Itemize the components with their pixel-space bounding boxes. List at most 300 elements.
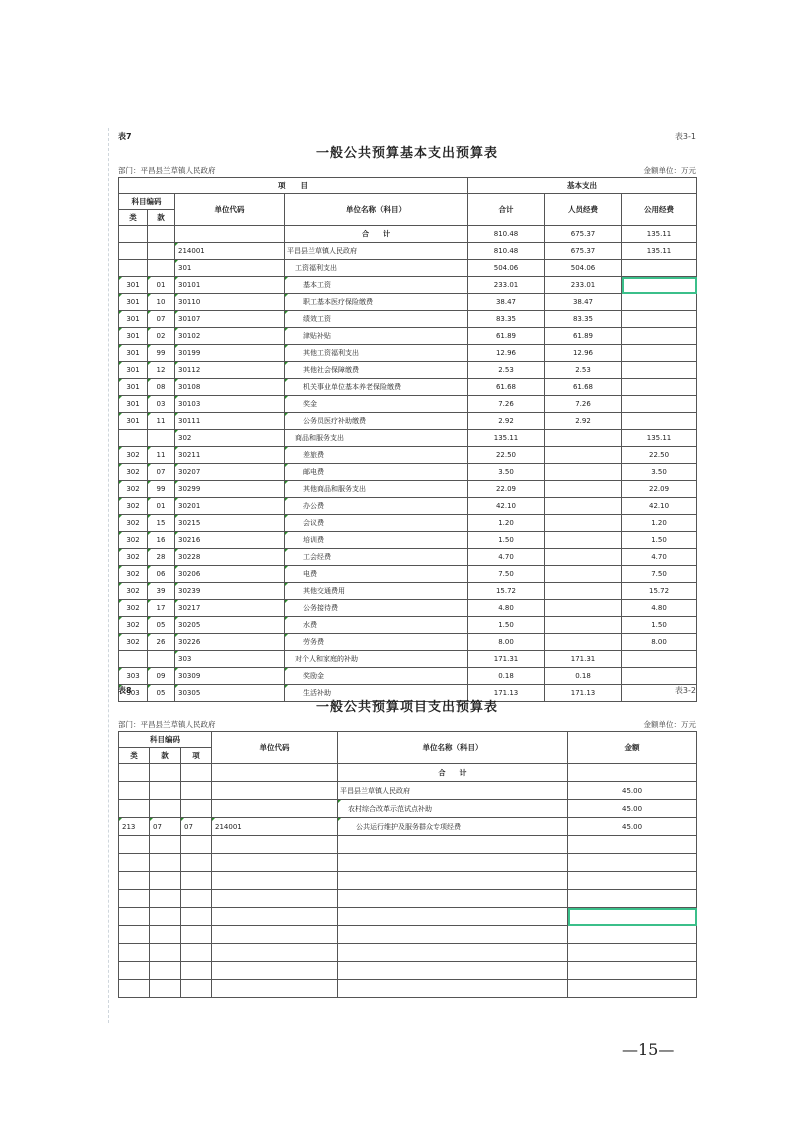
cell-total[interactable]: 4.70 <box>468 549 545 566</box>
cell-total[interactable]: 15.72 <box>468 583 545 600</box>
cell-lei[interactable]: 302 <box>119 515 148 532</box>
cell-unit-code[interactable] <box>212 890 338 908</box>
cell-kuan[interactable]: 02 <box>148 328 175 345</box>
cell-amount[interactable] <box>568 854 697 872</box>
cell-xiang[interactable] <box>181 782 212 800</box>
cell-unit-name[interactable]: 农村综合改革示范试点补助 <box>338 800 568 818</box>
cell-total[interactable]: 2.53 <box>468 362 545 379</box>
table-row <box>119 311 697 328</box>
cell-unit-code[interactable]: 301 <box>175 260 285 277</box>
cell-unit-code[interactable]: 30215 <box>175 515 285 532</box>
cell-amount[interactable] <box>568 872 697 890</box>
cell-unit-name[interactable] <box>338 926 568 944</box>
cell-kuan[interactable]: 01 <box>148 277 175 294</box>
cell-lei[interactable]: 303 <box>119 668 148 685</box>
cell-public[interactable] <box>622 345 697 362</box>
cell-lei[interactable] <box>119 890 150 908</box>
cell-unit-code[interactable]: 30206 <box>175 566 285 583</box>
cell-public[interactable]: 1.50 <box>622 617 697 634</box>
table8-department: 部门：平昌县兰草镇人民政府 <box>118 720 216 729</box>
cell-lei[interactable] <box>119 243 148 260</box>
cell-lei[interactable]: 301 <box>119 379 148 396</box>
cell-xiang[interactable] <box>181 944 212 962</box>
cell-unit-code[interactable]: 30102 <box>175 328 285 345</box>
cell-unit-code[interactable]: 30228 <box>175 549 285 566</box>
cell-personnel[interactable]: 233.01 <box>545 277 622 294</box>
cell-personnel[interactable]: 504.06 <box>545 260 622 277</box>
cell-kuan[interactable]: 15 <box>148 515 175 532</box>
cell-unit-code[interactable]: 30305 <box>175 685 285 702</box>
table-row <box>119 872 697 890</box>
cell-unit-name[interactable]: 劳务费 <box>285 634 468 651</box>
table-row <box>119 345 697 362</box>
cell-kuan[interactable]: 39 <box>148 583 175 600</box>
cell-kuan[interactable]: 08 <box>148 379 175 396</box>
cell-unit-code[interactable]: 30299 <box>175 481 285 498</box>
cell-unit-name[interactable]: 会议费 <box>285 515 468 532</box>
cell-kuan[interactable]: 99 <box>148 345 175 362</box>
cell-xiang[interactable] <box>181 980 212 998</box>
cell-unit-name[interactable]: 公共运行维护及服务群众专项经费 <box>338 818 568 836</box>
cell-kuan[interactable]: 16 <box>148 532 175 549</box>
cell-total[interactable]: 171.31 <box>468 651 545 668</box>
cell-public[interactable]: 1.20 <box>622 515 697 532</box>
cell-personnel[interactable]: 83.35 <box>545 311 622 328</box>
cell-personnel[interactable] <box>545 498 622 515</box>
cell-lei[interactable] <box>119 800 150 818</box>
cell-personnel[interactable]: 61.89 <box>545 328 622 345</box>
cell-total[interactable]: 8.00 <box>468 634 545 651</box>
cell-personnel[interactable] <box>545 566 622 583</box>
cell-lei[interactable] <box>119 782 150 800</box>
cell-total[interactable]: 38.47 <box>468 294 545 311</box>
table-row <box>119 328 697 345</box>
cell-unit-name[interactable]: 公务接待费 <box>285 600 468 617</box>
cell-unit-name[interactable]: 生活补助 <box>285 685 468 702</box>
cell-total[interactable]: 233.01 <box>468 277 545 294</box>
cell-lei[interactable] <box>119 962 150 980</box>
cell-unit-code[interactable] <box>212 944 338 962</box>
cell-unit-name[interactable]: 津贴补贴 <box>285 328 468 345</box>
header-total: 合计 <box>468 194 545 226</box>
cell-public[interactable] <box>622 328 697 345</box>
cell-xiang[interactable] <box>181 800 212 818</box>
cell-lei[interactable] <box>119 926 150 944</box>
cell-kuan[interactable]: 01 <box>148 498 175 515</box>
cell-personnel[interactable] <box>545 532 622 549</box>
cell-unit-name[interactable]: 其他交通费用 <box>285 583 468 600</box>
cell-kuan[interactable] <box>150 890 181 908</box>
cell-unit-name[interactable]: 平昌县兰草镇人民政府 <box>338 782 568 800</box>
cell-amount[interactable] <box>568 962 697 980</box>
cell-unit-name[interactable]: 公务员医疗补助缴费 <box>285 413 468 430</box>
cell-public[interactable]: 42.10 <box>622 498 697 515</box>
cell-kuan[interactable] <box>148 260 175 277</box>
cell-total[interactable]: 61.68 <box>468 379 545 396</box>
table-row <box>119 634 697 651</box>
cell-kuan[interactable] <box>150 908 181 926</box>
cell-lei[interactable] <box>119 980 150 998</box>
cell-unit-name[interactable]: 合 计 <box>285 226 468 243</box>
cell-amount[interactable]: 45.00 <box>568 800 697 818</box>
cell-unit-name[interactable]: 水费 <box>285 617 468 634</box>
cell-kuan[interactable] <box>150 836 181 854</box>
cell-lei[interactable] <box>119 651 148 668</box>
cell-kuan[interactable] <box>148 430 175 447</box>
cell-amount[interactable]: 45.00 <box>568 818 697 836</box>
cell-total[interactable]: 7.50 <box>468 566 545 583</box>
cell-public[interactable] <box>622 379 697 396</box>
cell-personnel[interactable]: 61.68 <box>545 379 622 396</box>
cell-kuan[interactable]: 07 <box>148 311 175 328</box>
cell-public[interactable] <box>622 260 697 277</box>
cell-lei[interactable]: 303 <box>119 685 148 702</box>
cell-personnel[interactable] <box>545 617 622 634</box>
cell-unit-code[interactable]: 30199 <box>175 345 285 362</box>
cell-public[interactable]: 22.09 <box>622 481 697 498</box>
cell-xiang[interactable] <box>181 908 212 926</box>
table-row <box>119 962 697 980</box>
cell-kuan[interactable] <box>150 872 181 890</box>
cell-unit-name[interactable]: 奖励金 <box>285 668 468 685</box>
cell-lei[interactable] <box>119 908 150 926</box>
cell-lei[interactable]: 302 <box>119 617 148 634</box>
cell-lei[interactable]: 302 <box>119 481 148 498</box>
cell-unit-code[interactable]: 30239 <box>175 583 285 600</box>
cell-unit-name[interactable] <box>338 944 568 962</box>
cell-unit-name[interactable]: 平昌县兰草镇人民政府 <box>285 243 468 260</box>
table-row <box>119 430 697 447</box>
cell-amount[interactable] <box>568 890 697 908</box>
cell-total[interactable]: 22.50 <box>468 447 545 464</box>
cell-unit-code[interactable] <box>212 782 338 800</box>
cell-public[interactable]: 7.50 <box>622 566 697 583</box>
table-row <box>119 481 697 498</box>
cell-total[interactable]: 83.35 <box>468 311 545 328</box>
cell-lei[interactable] <box>119 944 150 962</box>
table8 <box>118 731 697 998</box>
cell-unit-name[interactable] <box>338 962 568 980</box>
cell-public[interactable] <box>622 311 697 328</box>
cell-kuan[interactable] <box>150 980 181 998</box>
cell-kuan[interactable]: 10 <box>148 294 175 311</box>
cell-personnel[interactable] <box>545 583 622 600</box>
cell-personnel[interactable] <box>545 600 622 617</box>
table-row <box>119 818 697 836</box>
cell-kuan[interactable] <box>150 800 181 818</box>
header-xiang: 项 <box>181 748 212 764</box>
cell-unit-code[interactable] <box>212 872 338 890</box>
cell-unit-name[interactable]: 其他商品和服务支出 <box>285 481 468 498</box>
cell-unit-name[interactable]: 办公费 <box>285 498 468 515</box>
cell-lei[interactable]: 302 <box>119 549 148 566</box>
cell-unit-code[interactable]: 30226 <box>175 634 285 651</box>
cell-lei[interactable]: 301 <box>119 396 148 413</box>
cell-unit-code[interactable]: 30111 <box>175 413 285 430</box>
cell-xiang[interactable] <box>181 926 212 944</box>
cell-unit-name[interactable]: 机关事业单位基本养老保险缴费 <box>285 379 468 396</box>
table-row <box>119 651 697 668</box>
cell-unit-name[interactable]: 培训费 <box>285 532 468 549</box>
table-row <box>119 944 697 962</box>
cell-xiang[interactable] <box>181 836 212 854</box>
cell-unit-code[interactable]: 30309 <box>175 668 285 685</box>
cell-unit-code[interactable] <box>212 836 338 854</box>
cell-unit-name[interactable] <box>338 890 568 908</box>
cell-lei[interactable]: 302 <box>119 566 148 583</box>
cell-unit-code[interactable] <box>212 854 338 872</box>
cell-kuan[interactable]: 17 <box>148 600 175 617</box>
cell-public[interactable]: 135.11 <box>622 226 697 243</box>
table-row <box>119 980 697 998</box>
cell-unit-code[interactable]: 30211 <box>175 447 285 464</box>
cell-total[interactable]: 1.20 <box>468 515 545 532</box>
cell-unit-name[interactable] <box>338 908 568 926</box>
cell-unit-code[interactable]: 214001 <box>212 818 338 836</box>
cell-public[interactable] <box>622 413 697 430</box>
cell-unit-code[interactable]: 30108 <box>175 379 285 396</box>
cell-public[interactable]: 1.50 <box>622 532 697 549</box>
cell-lei[interactable]: 302 <box>119 498 148 515</box>
cell-public[interactable]: 3.50 <box>622 464 697 481</box>
cell-total[interactable]: 1.50 <box>468 532 545 549</box>
cell-public[interactable]: 4.70 <box>622 549 697 566</box>
cell-kuan[interactable] <box>150 782 181 800</box>
cell-unit-name[interactable] <box>338 836 568 854</box>
cell-lei[interactable] <box>119 430 148 447</box>
cell-personnel[interactable]: 171.13 <box>545 685 622 702</box>
table7-ref: 表3-1 <box>674 132 696 141</box>
cell-unit-code[interactable]: 30201 <box>175 498 285 515</box>
cell-unit-code[interactable] <box>212 908 338 926</box>
cell-personnel[interactable]: 12.96 <box>545 345 622 362</box>
table-row <box>119 260 697 277</box>
header-personnel: 人员经费 <box>545 194 622 226</box>
cell-unit-name[interactable]: 职工基本医疗保险缴费 <box>285 294 468 311</box>
cell-public[interactable] <box>622 668 697 685</box>
cell-unit-code[interactable] <box>212 980 338 998</box>
cell-unit-code[interactable]: 302 <box>175 430 285 447</box>
cell-kuan[interactable] <box>150 854 181 872</box>
cell-unit-code[interactable] <box>212 926 338 944</box>
cell-unit-name[interactable] <box>338 980 568 998</box>
cell-unit-name[interactable]: 其他社会保障缴费 <box>285 362 468 379</box>
cell-amount[interactable] <box>568 908 697 926</box>
cell-xiang[interactable] <box>181 764 212 782</box>
cell-kuan[interactable]: 11 <box>148 447 175 464</box>
cell-unit-name[interactable]: 邮电费 <box>285 464 468 481</box>
table-row <box>119 515 697 532</box>
cell-personnel[interactable] <box>545 549 622 566</box>
cell-total[interactable]: 42.10 <box>468 498 545 515</box>
cell-xiang[interactable] <box>181 872 212 890</box>
cell-xiang[interactable] <box>181 890 212 908</box>
cell-xiang[interactable] <box>181 962 212 980</box>
cell-kuan[interactable]: 11 <box>148 413 175 430</box>
cell-lei[interactable] <box>119 260 148 277</box>
cell-kuan[interactable]: 05 <box>148 685 175 702</box>
cell-unit-code[interactable]: 30217 <box>175 600 285 617</box>
table8-unit: 金额单位：万元 <box>643 720 696 729</box>
cell-lei[interactable]: 302 <box>119 532 148 549</box>
cell-unit-code[interactable]: 30112 <box>175 362 285 379</box>
table-row <box>119 566 697 583</box>
cell-kuan[interactable] <box>150 764 181 782</box>
cell-lei[interactable]: 302 <box>119 634 148 651</box>
cell-personnel[interactable] <box>545 634 622 651</box>
cell-lei[interactable]: 213 <box>119 818 150 836</box>
cell-unit-code[interactable]: 30216 <box>175 532 285 549</box>
header-lei: 类 <box>119 210 148 226</box>
cell-kuan[interactable] <box>148 651 175 668</box>
cell-kuan[interactable] <box>150 926 181 944</box>
cell-public[interactable] <box>622 651 697 668</box>
cell-public[interactable]: 22.50 <box>622 447 697 464</box>
cell-unit-code[interactable]: 214001 <box>175 243 285 260</box>
cell-total[interactable]: 171.13 <box>468 685 545 702</box>
cell-unit-name[interactable]: 合 计 <box>338 764 568 782</box>
cell-lei[interactable]: 301 <box>119 311 148 328</box>
cell-lei[interactable]: 302 <box>119 447 148 464</box>
cell-lei[interactable]: 301 <box>119 294 148 311</box>
cell-kuan[interactable]: 28 <box>148 549 175 566</box>
cell-lei[interactable] <box>119 836 150 854</box>
cell-public[interactable]: 4.80 <box>622 600 697 617</box>
cell-unit-name[interactable]: 电费 <box>285 566 468 583</box>
cell-unit-code[interactable]: 303 <box>175 651 285 668</box>
cell-personnel[interactable] <box>545 515 622 532</box>
cell-lei[interactable] <box>119 226 148 243</box>
cell-public[interactable] <box>622 294 697 311</box>
cell-amount[interactable] <box>568 836 697 854</box>
cell-amount[interactable] <box>568 926 697 944</box>
cell-public[interactable] <box>622 277 697 294</box>
cell-total[interactable]: 2.92 <box>468 413 545 430</box>
cell-kuan[interactable]: 07 <box>148 464 175 481</box>
cell-unit-name[interactable]: 其他工资福利支出 <box>285 345 468 362</box>
cell-personnel[interactable]: 675.37 <box>545 243 622 260</box>
cell-kuan[interactable] <box>150 962 181 980</box>
cell-personnel[interactable] <box>545 447 622 464</box>
cell-unit-name[interactable]: 绩效工资 <box>285 311 468 328</box>
cell-lei[interactable] <box>119 764 150 782</box>
cell-unit-name[interactable]: 商品和服务支出 <box>285 430 468 447</box>
cell-kuan[interactable] <box>150 944 181 962</box>
cell-lei[interactable]: 301 <box>119 362 148 379</box>
table7-department: 部门：平昌县兰草镇人民政府 <box>118 166 216 175</box>
cell-amount[interactable] <box>568 764 697 782</box>
cell-total[interactable]: 22.09 <box>468 481 545 498</box>
cell-kuan[interactable]: 06 <box>148 566 175 583</box>
cell-unit-code[interactable]: 30107 <box>175 311 285 328</box>
cell-xiang[interactable] <box>181 854 212 872</box>
cell-total[interactable]: 810.48 <box>468 226 545 243</box>
cell-unit-name[interactable]: 差旅费 <box>285 447 468 464</box>
cell-kuan[interactable]: 99 <box>148 481 175 498</box>
cell-personnel[interactable]: 0.18 <box>545 668 622 685</box>
cell-unit-code[interactable]: 30101 <box>175 277 285 294</box>
cell-unit-code[interactable]: 30207 <box>175 464 285 481</box>
cell-unit-name[interactable] <box>338 854 568 872</box>
cell-kuan[interactable]: 05 <box>148 617 175 634</box>
cell-personnel[interactable]: 2.53 <box>545 362 622 379</box>
cell-lei[interactable]: 302 <box>119 600 148 617</box>
cell-kuan[interactable]: 26 <box>148 634 175 651</box>
cell-personnel[interactable]: 2.92 <box>545 413 622 430</box>
cell-total[interactable]: 4.80 <box>468 600 545 617</box>
cell-kuan[interactable]: 03 <box>148 396 175 413</box>
cell-kuan[interactable]: 09 <box>148 668 175 685</box>
cell-lei[interactable]: 301 <box>119 277 148 294</box>
cell-lei[interactable]: 301 <box>119 413 148 430</box>
cell-public[interactable]: 135.11 <box>622 430 697 447</box>
cell-total[interactable]: 810.48 <box>468 243 545 260</box>
cell-total[interactable]: 0.18 <box>468 668 545 685</box>
cell-lei[interactable] <box>119 872 150 890</box>
cell-personnel[interactable] <box>545 430 622 447</box>
cell-personnel[interactable] <box>545 464 622 481</box>
cell-public[interactable] <box>622 396 697 413</box>
cell-lei[interactable] <box>119 854 150 872</box>
cell-total[interactable]: 12.96 <box>468 345 545 362</box>
cell-total[interactable]: 135.11 <box>468 430 545 447</box>
cell-total[interactable]: 7.26 <box>468 396 545 413</box>
cell-unit-code[interactable] <box>212 800 338 818</box>
cell-unit-name[interactable]: 对个人和家庭的补助 <box>285 651 468 668</box>
cell-total[interactable]: 61.89 <box>468 328 545 345</box>
cell-amount[interactable] <box>568 980 697 998</box>
cell-public[interactable]: 135.11 <box>622 243 697 260</box>
cell-amount[interactable]: 45.00 <box>568 782 697 800</box>
cell-unit-code[interactable] <box>175 226 285 243</box>
cell-unit-name[interactable]: 基本工资 <box>285 277 468 294</box>
cell-lei[interactable]: 301 <box>119 345 148 362</box>
cell-personnel[interactable]: 38.47 <box>545 294 622 311</box>
cell-personnel[interactable] <box>545 481 622 498</box>
cell-xiang[interactable]: 07 <box>181 818 212 836</box>
cell-personnel[interactable]: 171.31 <box>545 651 622 668</box>
cell-personnel[interactable]: 7.26 <box>545 396 622 413</box>
cell-total[interactable]: 3.50 <box>468 464 545 481</box>
cell-amount[interactable] <box>568 944 697 962</box>
cell-unit-name[interactable]: 工会经费 <box>285 549 468 566</box>
cell-public[interactable]: 15.72 <box>622 583 697 600</box>
cell-lei[interactable]: 302 <box>119 464 148 481</box>
cell-public[interactable] <box>622 362 697 379</box>
cell-unit-code[interactable]: 30205 <box>175 617 285 634</box>
cell-total[interactable]: 1.50 <box>468 617 545 634</box>
table-row <box>119 782 697 800</box>
cell-kuan[interactable] <box>148 243 175 260</box>
cell-public[interactable]: 8.00 <box>622 634 697 651</box>
cell-unit-name[interactable]: 工资福利支出 <box>285 260 468 277</box>
cell-lei[interactable]: 302 <box>119 583 148 600</box>
cell-total[interactable]: 504.06 <box>468 260 545 277</box>
cell-kuan[interactable]: 07 <box>150 818 181 836</box>
cell-unit-name[interactable]: 奖金 <box>285 396 468 413</box>
table8-label: 表8 <box>118 686 132 695</box>
header-subject-code: 科目编码 <box>119 194 175 210</box>
cell-unit-code[interactable] <box>212 764 338 782</box>
cell-personnel[interactable]: 675.37 <box>545 226 622 243</box>
cell-kuan[interactable]: 12 <box>148 362 175 379</box>
cell-lei[interactable]: 301 <box>119 328 148 345</box>
cell-unit-code[interactable]: 30103 <box>175 396 285 413</box>
cell-kuan[interactable] <box>148 226 175 243</box>
cell-unit-code[interactable] <box>212 962 338 980</box>
cell-unit-name[interactable] <box>338 872 568 890</box>
cell-unit-code[interactable]: 30110 <box>175 294 285 311</box>
